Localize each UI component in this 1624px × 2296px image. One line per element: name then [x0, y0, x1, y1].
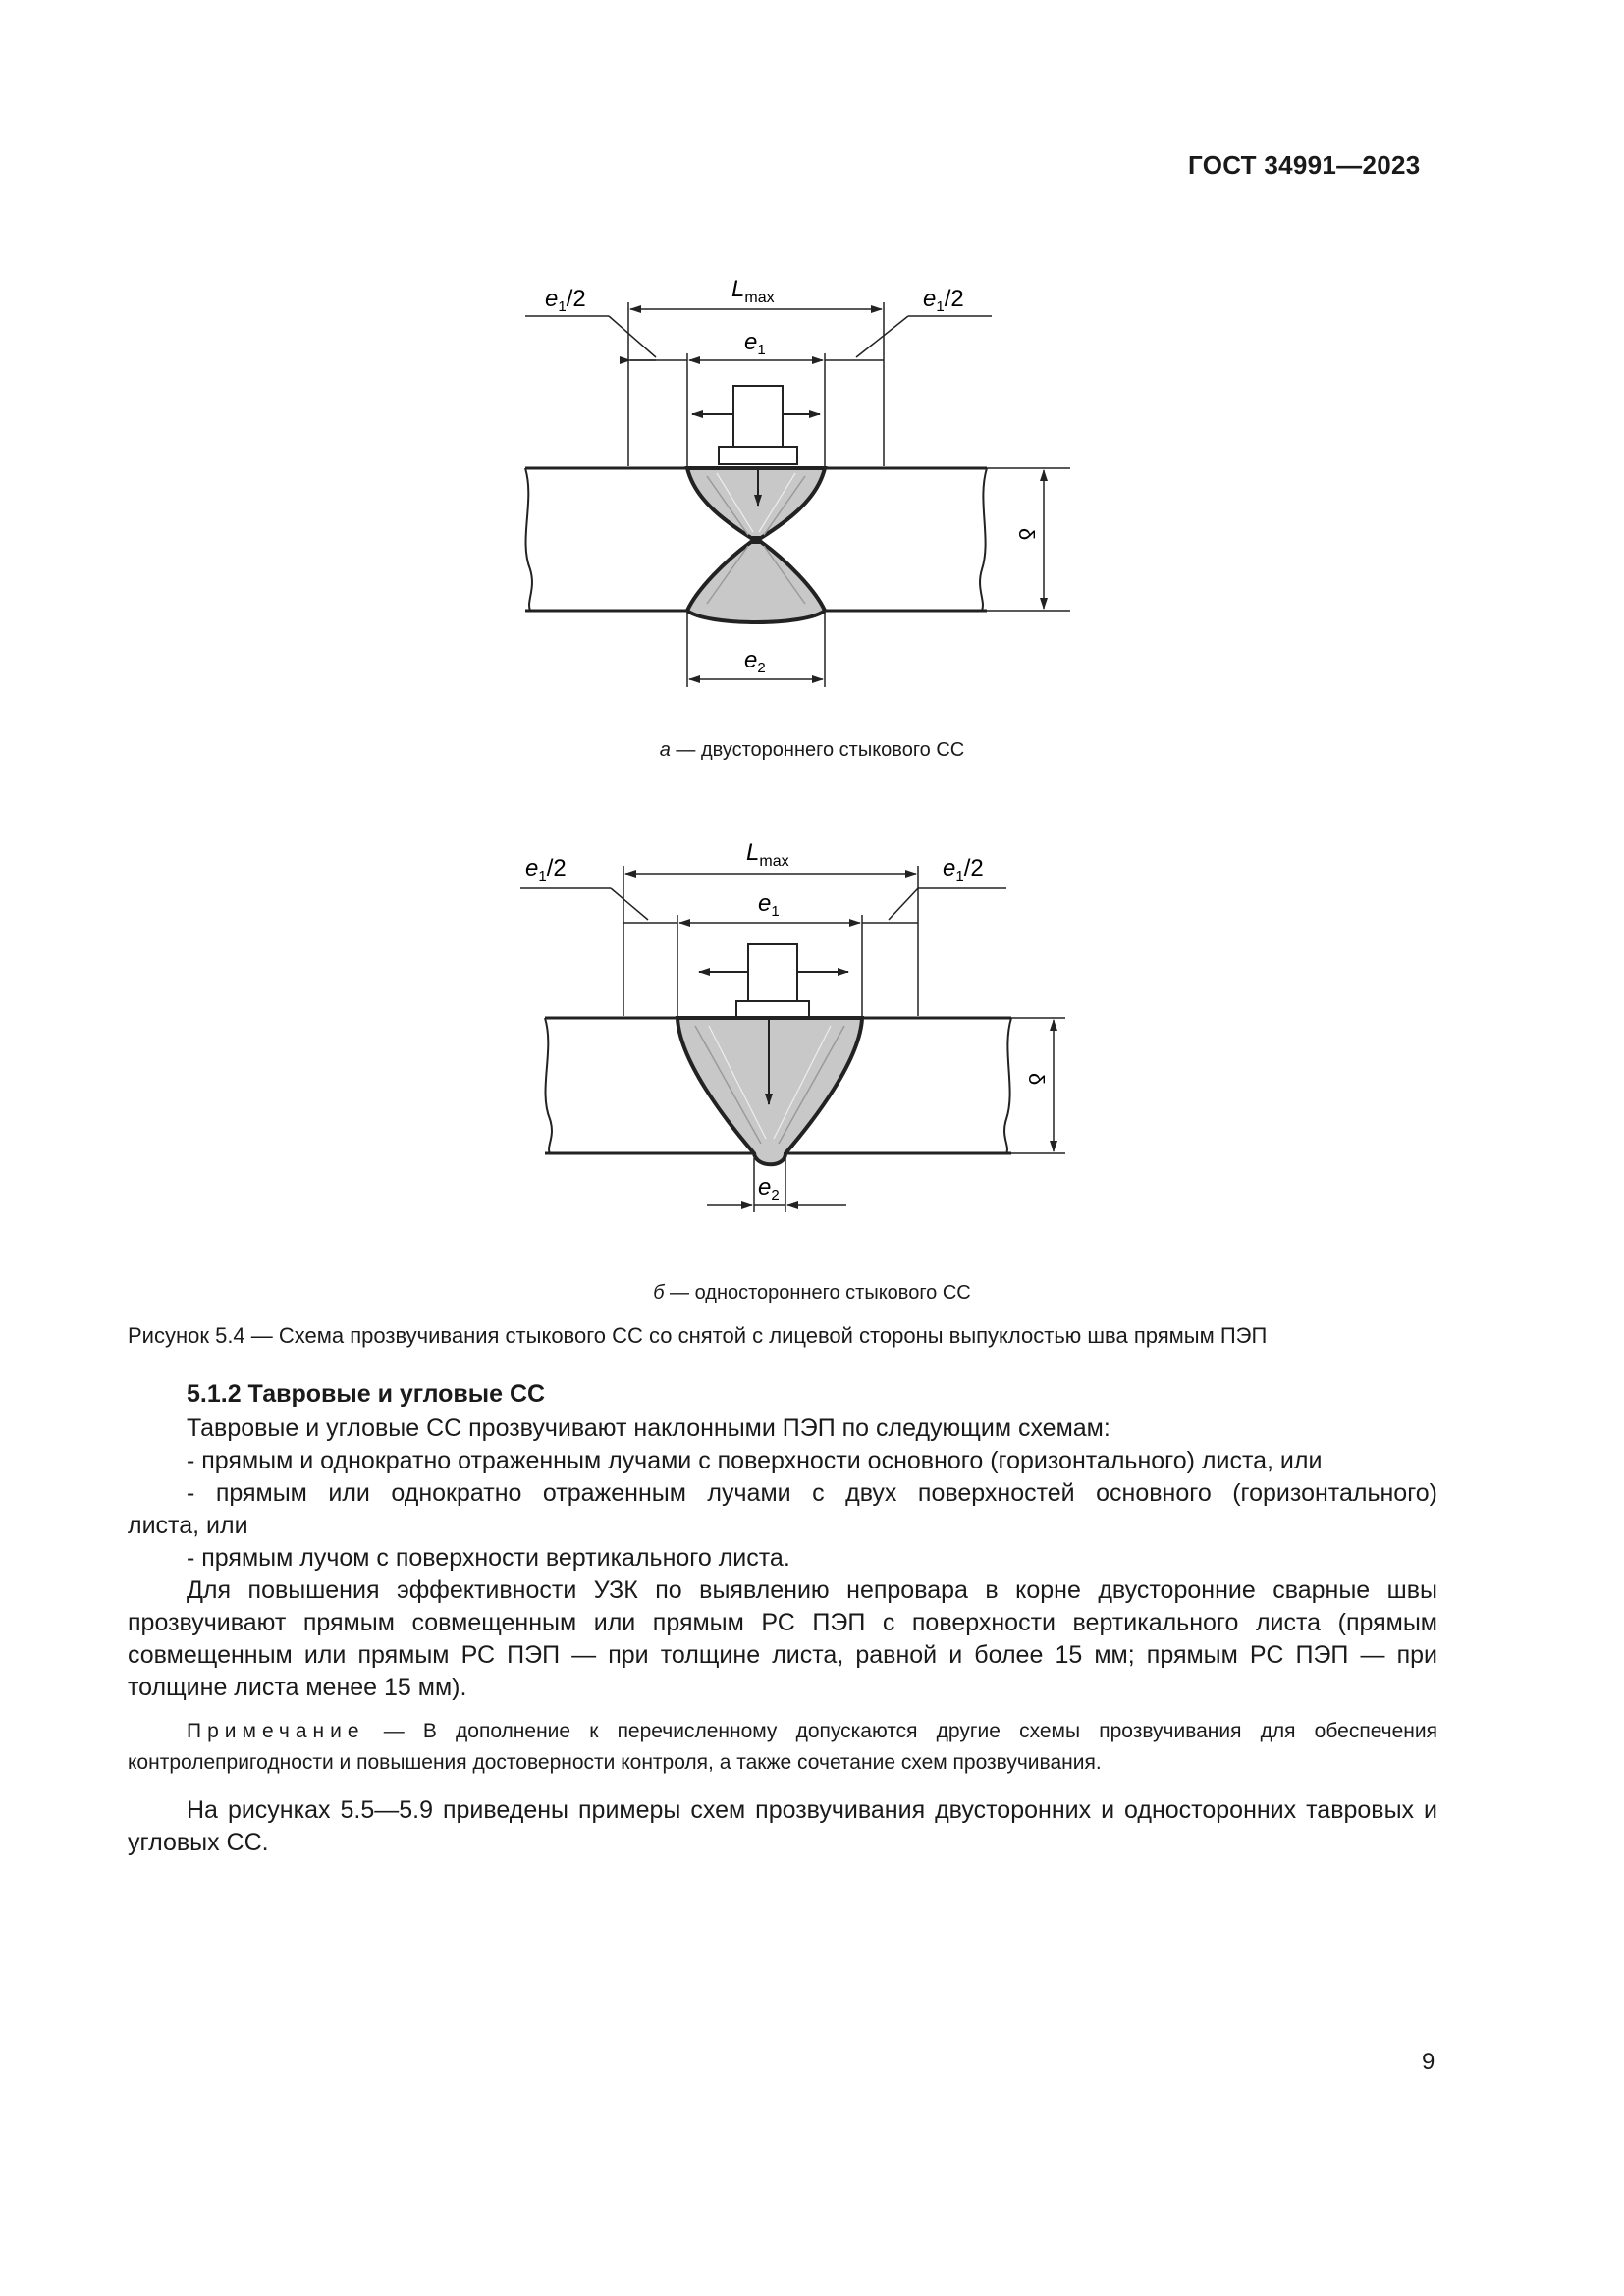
label-e1-a: $e_1$ — [744, 329, 766, 358]
label-e2-b: $e_2$ — [758, 1174, 780, 1203]
probe-base-b — [736, 1001, 809, 1017]
label-e2-a: $e_2$ — [744, 647, 766, 676]
section-heading: 5.1.2 Тавровые и угловые СС — [187, 1380, 546, 1408]
figure-a-caption: а — двустороннего стыкового СС — [659, 739, 965, 761]
paragraph-examples: На рисунках 5.5—5.9 приведены примеры схем прозвучивания двусторонних и односторонних тавровых и угловых СС. — [128, 1796, 1437, 1856]
label-delta-b: δ — [1024, 1073, 1049, 1086]
label-e1-half-right-b: $e_1/2$ — [943, 855, 984, 884]
note: Примечание — В дополнение к перечисленному допускаются другие схемы прозвучивания для обеспечения контролепригодности и повышения достоверности контроля, а также сочетание схем прозвучивания. — [128, 1720, 1437, 1774]
label-e1-b: $e_1$ — [758, 890, 780, 920]
label-e1-half-left: $e_1/2$ — [545, 286, 586, 315]
label-e1-half-left-b: $e_1/2$ — [525, 855, 567, 884]
document-code: ГОСТ 34991—2023 — [1188, 150, 1421, 180]
label-e1-half-right: $e_1/2$ — [923, 286, 964, 315]
paragraph-efficiency: Для повышения эффективности УЗК по выявлению непровара в корне двусторонние сварные швы прозвучивают прямым совмещенным или прямым РС ПЭП с поверхности вертикального листа (прямым совмещенным или прямым РС ПЭП — при толщине листа, равной и более 15 мм; прямым РС ПЭП — при толщине листа менее 15 мм). — [128, 1576, 1437, 1701]
weld-bead-bottom — [687, 542, 825, 622]
list-item-1: - прямым и однократно отраженным лучами с поверхности основного (горизонтального) листа, или — [187, 1447, 1323, 1474]
figure-a-diagram — [0, 255, 1624, 717]
label-lmax-b: $L_{max}$ — [746, 839, 789, 870]
section-intro: Тавровые и угловые СС прозвучивают наклонными ПЭП по следующим схемам: — [187, 1415, 1110, 1442]
label-lmax-a: $L_{max}$ — [731, 276, 775, 306]
probe-transducer-b — [748, 944, 797, 1001]
figure-b-diagram — [0, 825, 1624, 1237]
figure-title: Рисунок 5.4 — Схема прозвучивания стыкового СС со снятой с лицевой стороны выпуклостью шва прямым ПЭП — [128, 1323, 1268, 1348]
figure-b-caption: б — одностороннего стыкового СС — [653, 1282, 971, 1304]
probe-base — [719, 447, 797, 464]
label-delta-a: δ — [1014, 528, 1039, 541]
probe-transducer — [733, 386, 783, 447]
list-item-2: - прямым или однократно отраженным лучами с двух поверхностей основного (горизонтального) листа, или — [128, 1479, 1437, 1539]
page-number: 9 — [1422, 2049, 1435, 2075]
list-item-3: - прямым лучом с поверхности вертикального листа. — [187, 1544, 790, 1572]
